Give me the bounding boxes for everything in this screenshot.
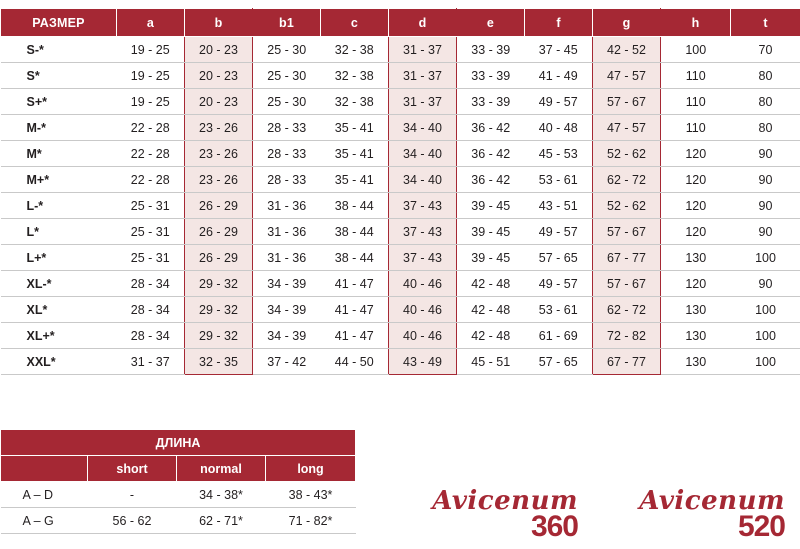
cell-a: 19 - 25 bbox=[117, 89, 185, 115]
cell-f: 37 - 45 bbox=[525, 37, 593, 63]
length-table-header-row bbox=[1, 456, 356, 482]
cell-d: 34 - 40 bbox=[389, 141, 457, 167]
cell-g: 52 - 62 bbox=[593, 193, 661, 219]
cell-f: 61 - 69 bbox=[525, 323, 593, 349]
cell-size: XL-* bbox=[1, 271, 117, 297]
cell-b: 29 - 32 bbox=[185, 271, 253, 297]
length-cell-normal: 62 - 71* bbox=[177, 508, 266, 534]
length-cell-short: 56 - 62 bbox=[88, 508, 177, 534]
cell-h: 120 bbox=[661, 167, 731, 193]
table-row bbox=[1, 115, 800, 141]
cell-g: 72 - 82 bbox=[593, 323, 661, 349]
cell-t: 90 bbox=[731, 193, 800, 219]
cell-b1: 25 - 30 bbox=[253, 89, 321, 115]
cell-a: 28 - 34 bbox=[117, 271, 185, 297]
cell-b: 29 - 32 bbox=[185, 297, 253, 323]
length-column-header-long: long bbox=[266, 456, 356, 482]
list-item bbox=[1, 482, 356, 508]
cell-b1: 28 - 33 bbox=[253, 141, 321, 167]
cell-f: 43 - 51 bbox=[525, 193, 593, 219]
length-table-title: ДЛИНА bbox=[1, 430, 356, 456]
list-item bbox=[1, 508, 356, 534]
cell-size: L-* bbox=[1, 193, 117, 219]
cell-b1: 34 - 39 bbox=[253, 323, 321, 349]
logo-wordmark: Avicenum bbox=[432, 486, 578, 516]
cell-g: 67 - 77 bbox=[593, 245, 661, 271]
cell-e: 39 - 45 bbox=[457, 193, 525, 219]
cell-c: 41 - 47 bbox=[321, 297, 389, 323]
cell-f: 45 - 53 bbox=[525, 141, 593, 167]
length-cell-long: 71 - 82* bbox=[266, 508, 356, 534]
cell-b1: 34 - 39 bbox=[253, 297, 321, 323]
cell-c: 32 - 38 bbox=[321, 63, 389, 89]
cell-size: XXL* bbox=[1, 349, 117, 375]
cell-d: 31 - 37 bbox=[389, 63, 457, 89]
cell-size: XL+* bbox=[1, 323, 117, 349]
cell-d: 34 - 40 bbox=[389, 167, 457, 193]
cell-size: S+* bbox=[1, 89, 117, 115]
cell-f: 53 - 61 bbox=[525, 297, 593, 323]
size-table bbox=[0, 8, 800, 375]
cell-size: M+* bbox=[1, 167, 117, 193]
cell-e: 36 - 42 bbox=[457, 141, 525, 167]
column-header-a: a bbox=[117, 9, 185, 37]
cell-t: 90 bbox=[731, 141, 800, 167]
length-cell-long: 38 - 43* bbox=[266, 482, 356, 508]
table-row bbox=[1, 89, 800, 115]
cell-a: 22 - 28 bbox=[117, 167, 185, 193]
cell-f: 57 - 65 bbox=[525, 245, 593, 271]
length-cell-label: A – G bbox=[1, 508, 88, 534]
cell-b: 32 - 35 bbox=[185, 349, 253, 375]
cell-e: 36 - 42 bbox=[457, 167, 525, 193]
cell-e: 42 - 48 bbox=[457, 271, 525, 297]
cell-e: 45 - 51 bbox=[457, 349, 525, 375]
length-table-title-row bbox=[1, 430, 356, 456]
cell-e: 33 - 39 bbox=[457, 89, 525, 115]
cell-a: 31 - 37 bbox=[117, 349, 185, 375]
length-table-body bbox=[1, 482, 356, 534]
cell-g: 42 - 52 bbox=[593, 37, 661, 63]
table-row bbox=[1, 167, 800, 193]
cell-a: 19 - 25 bbox=[117, 37, 185, 63]
cell-t: 100 bbox=[731, 297, 800, 323]
cell-g: 47 - 57 bbox=[593, 115, 661, 141]
cell-b: 23 - 26 bbox=[185, 167, 253, 193]
logo-number: 360 bbox=[530, 510, 578, 543]
column-header-b: b bbox=[185, 9, 253, 37]
cell-t: 100 bbox=[731, 349, 800, 375]
cell-g: 62 - 72 bbox=[593, 167, 661, 193]
table-row bbox=[1, 349, 800, 375]
cell-d: 37 - 43 bbox=[389, 245, 457, 271]
column-header-e: e bbox=[457, 9, 525, 37]
cell-t: 90 bbox=[731, 271, 800, 297]
cell-e: 33 - 39 bbox=[457, 37, 525, 63]
cell-c: 41 - 47 bbox=[321, 271, 389, 297]
cell-size: M-* bbox=[1, 115, 117, 141]
cell-size: L* bbox=[1, 219, 117, 245]
cell-b1: 37 - 42 bbox=[253, 349, 321, 375]
length-column-header-normal: normal bbox=[177, 456, 266, 482]
cell-g: 57 - 67 bbox=[593, 271, 661, 297]
size-table-header-row bbox=[1, 9, 800, 37]
cell-h: 120 bbox=[661, 193, 731, 219]
column-header-f: f bbox=[525, 9, 593, 37]
cell-t: 80 bbox=[731, 115, 800, 141]
cell-b: 26 - 29 bbox=[185, 219, 253, 245]
cell-h: 130 bbox=[661, 323, 731, 349]
cell-d: 43 - 49 bbox=[389, 349, 457, 375]
cell-b1: 34 - 39 bbox=[253, 271, 321, 297]
cell-c: 35 - 41 bbox=[321, 167, 389, 193]
cell-h: 110 bbox=[661, 89, 731, 115]
column-header-size: РАЗМЕР bbox=[1, 9, 117, 37]
cell-f: 41 - 49 bbox=[525, 63, 593, 89]
cell-c: 38 - 44 bbox=[321, 219, 389, 245]
cell-a: 28 - 34 bbox=[117, 323, 185, 349]
cell-h: 110 bbox=[661, 63, 731, 89]
cell-b1: 25 - 30 bbox=[253, 37, 321, 63]
cell-c: 38 - 44 bbox=[321, 245, 389, 271]
cell-b: 29 - 32 bbox=[185, 323, 253, 349]
cell-f: 57 - 65 bbox=[525, 349, 593, 375]
cell-d: 40 - 46 bbox=[389, 297, 457, 323]
table-row bbox=[1, 141, 800, 167]
cell-b1: 28 - 33 bbox=[253, 115, 321, 141]
cell-g: 67 - 77 bbox=[593, 349, 661, 375]
cell-size: XL* bbox=[1, 297, 117, 323]
cell-d: 37 - 43 bbox=[389, 219, 457, 245]
cell-c: 44 - 50 bbox=[321, 349, 389, 375]
table-row bbox=[1, 323, 800, 349]
cell-a: 22 - 28 bbox=[117, 115, 185, 141]
cell-f: 49 - 57 bbox=[525, 271, 593, 297]
cell-b: 20 - 23 bbox=[185, 63, 253, 89]
cell-size: S* bbox=[1, 63, 117, 89]
cell-b1: 31 - 36 bbox=[253, 219, 321, 245]
cell-b: 20 - 23 bbox=[185, 89, 253, 115]
cell-a: 25 - 31 bbox=[117, 193, 185, 219]
cell-f: 53 - 61 bbox=[525, 167, 593, 193]
cell-b: 20 - 23 bbox=[185, 37, 253, 63]
length-cell-short: - bbox=[88, 482, 177, 508]
length-cell-label: A – D bbox=[1, 482, 88, 508]
cell-size: L+* bbox=[1, 245, 117, 271]
cell-a: 22 - 28 bbox=[117, 141, 185, 167]
cell-c: 35 - 41 bbox=[321, 115, 389, 141]
length-column-header-empty bbox=[1, 456, 88, 482]
logo-number: 520 bbox=[737, 510, 785, 543]
cell-t: 90 bbox=[731, 167, 800, 193]
cell-b: 26 - 29 bbox=[185, 193, 253, 219]
cell-c: 32 - 38 bbox=[321, 89, 389, 115]
table-row bbox=[1, 245, 800, 271]
cell-h: 130 bbox=[661, 245, 731, 271]
column-header-b1: b1 bbox=[253, 9, 321, 37]
length-table bbox=[0, 429, 356, 534]
cell-b: 23 - 26 bbox=[185, 141, 253, 167]
cell-b1: 28 - 33 bbox=[253, 167, 321, 193]
cell-e: 42 - 48 bbox=[457, 323, 525, 349]
cell-c: 41 - 47 bbox=[321, 323, 389, 349]
table-row bbox=[1, 297, 800, 323]
cell-b: 26 - 29 bbox=[185, 245, 253, 271]
cell-a: 25 - 31 bbox=[117, 245, 185, 271]
cell-d: 40 - 46 bbox=[389, 271, 457, 297]
cell-h: 110 bbox=[661, 115, 731, 141]
table-row bbox=[1, 219, 800, 245]
cell-e: 39 - 45 bbox=[457, 219, 525, 245]
cell-f: 40 - 48 bbox=[525, 115, 593, 141]
cell-e: 36 - 42 bbox=[457, 115, 525, 141]
cell-size: S-* bbox=[1, 37, 117, 63]
cell-t: 80 bbox=[731, 89, 800, 115]
cell-e: 42 - 48 bbox=[457, 297, 525, 323]
cell-b1: 31 - 36 bbox=[253, 193, 321, 219]
table-row bbox=[1, 37, 800, 63]
cell-a: 25 - 31 bbox=[117, 219, 185, 245]
cell-size: M* bbox=[1, 141, 117, 167]
cell-b1: 31 - 36 bbox=[253, 245, 321, 271]
cell-t: 80 bbox=[731, 63, 800, 89]
cell-g: 52 - 62 bbox=[593, 141, 661, 167]
cell-t: 100 bbox=[731, 323, 800, 349]
cell-h: 130 bbox=[661, 349, 731, 375]
table-row bbox=[1, 63, 800, 89]
cell-d: 40 - 46 bbox=[389, 323, 457, 349]
length-cell-normal: 34 - 38* bbox=[177, 482, 266, 508]
cell-g: 47 - 57 bbox=[593, 63, 661, 89]
cell-d: 37 - 43 bbox=[389, 193, 457, 219]
cell-h: 130 bbox=[661, 297, 731, 323]
size-table-body bbox=[1, 37, 800, 375]
logo-avicenum-520 bbox=[625, 488, 785, 542]
column-header-c: c bbox=[321, 9, 389, 37]
cell-e: 39 - 45 bbox=[457, 245, 525, 271]
cell-h: 120 bbox=[661, 271, 731, 297]
cell-d: 31 - 37 bbox=[389, 37, 457, 63]
logo-avicenum-360 bbox=[418, 488, 578, 542]
column-header-t: t bbox=[731, 9, 800, 37]
cell-a: 19 - 25 bbox=[117, 63, 185, 89]
cell-g: 57 - 67 bbox=[593, 89, 661, 115]
column-header-g: g bbox=[593, 9, 661, 37]
cell-d: 34 - 40 bbox=[389, 115, 457, 141]
cell-g: 62 - 72 bbox=[593, 297, 661, 323]
cell-c: 32 - 38 bbox=[321, 37, 389, 63]
cell-h: 120 bbox=[661, 219, 731, 245]
cell-t: 70 bbox=[731, 37, 800, 63]
length-column-header-short: short bbox=[88, 456, 177, 482]
cell-h: 120 bbox=[661, 141, 731, 167]
cell-b: 23 - 26 bbox=[185, 115, 253, 141]
cell-g: 57 - 67 bbox=[593, 219, 661, 245]
cell-f: 49 - 57 bbox=[525, 89, 593, 115]
table-row bbox=[1, 271, 800, 297]
cell-b1: 25 - 30 bbox=[253, 63, 321, 89]
cell-d: 31 - 37 bbox=[389, 89, 457, 115]
cell-t: 100 bbox=[731, 245, 800, 271]
cell-c: 35 - 41 bbox=[321, 141, 389, 167]
cell-c: 38 - 44 bbox=[321, 193, 389, 219]
cell-h: 100 bbox=[661, 37, 731, 63]
cell-f: 49 - 57 bbox=[525, 219, 593, 245]
logo-wordmark: Avicenum bbox=[639, 486, 785, 516]
cell-e: 33 - 39 bbox=[457, 63, 525, 89]
column-header-d: d bbox=[389, 9, 457, 37]
cell-t: 90 bbox=[731, 219, 800, 245]
cell-a: 28 - 34 bbox=[117, 297, 185, 323]
table-row bbox=[1, 193, 800, 219]
column-header-h: h bbox=[661, 9, 731, 37]
